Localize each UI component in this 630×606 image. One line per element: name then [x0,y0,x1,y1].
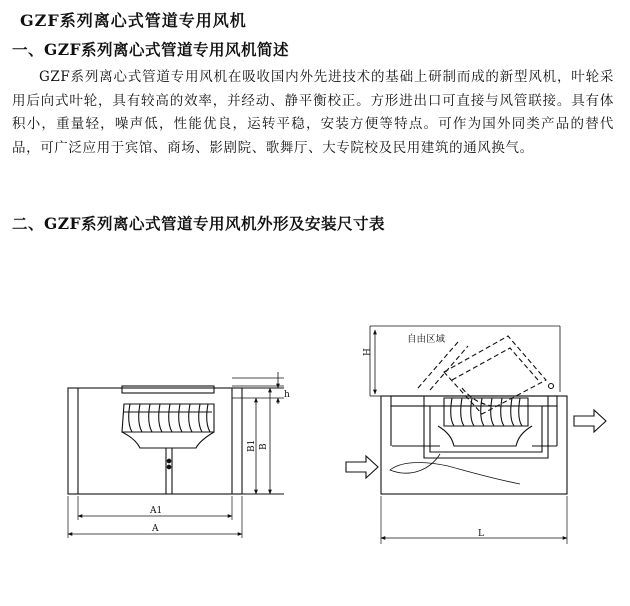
label-b: B [259,443,269,450]
bolt-2 [167,465,171,469]
housing-outline-right [381,396,567,494]
side-view-drawing [346,326,606,544]
label-a: A [152,524,159,534]
label-h-upper: H [363,348,373,356]
front-view-drawing [68,372,284,538]
label-l: L [478,529,484,539]
impeller-right [438,398,532,446]
document-title: GZF系列离心式管道专用风机 [20,11,247,30]
bolt-1 [167,459,171,463]
tilted-motor-dashed [418,336,546,414]
label-h: h [284,390,290,400]
label-b1: B1 [247,439,257,452]
inlet-arrow-icon [346,456,378,478]
mount-mark-icon [549,384,554,389]
section2-heading: 二、GZF系列离心式管道专用风机外形及安装尺寸表 [12,214,386,233]
section1-heading: 一、GZF系列离心式管道专用风机简述 [12,40,290,59]
outlet-arrow-icon [574,410,606,432]
impeller-left [122,404,214,448]
section1-paragraph: GZF系列离心式管道专用风机在吸收国内外先进技术的基础上研制而成的新型风机，叶轮采用后向式叶轮，具有较高的效率，并经动、静平衡校正。方形进出口可直接与风管联接。具有体积小，重量轻，噪声低，性能优良，运转平稳，安装方便等特点。可作为国外同类产品的替代品，可广泛应用于宾馆、商场、影剧院、歌舞厅、大专院校及民用建筑的通风换气。 [12,69,614,156]
motor-plate [122,386,214,393]
label-free-zone: 自由区域 [407,334,446,345]
label-a1: A1 [150,506,163,516]
